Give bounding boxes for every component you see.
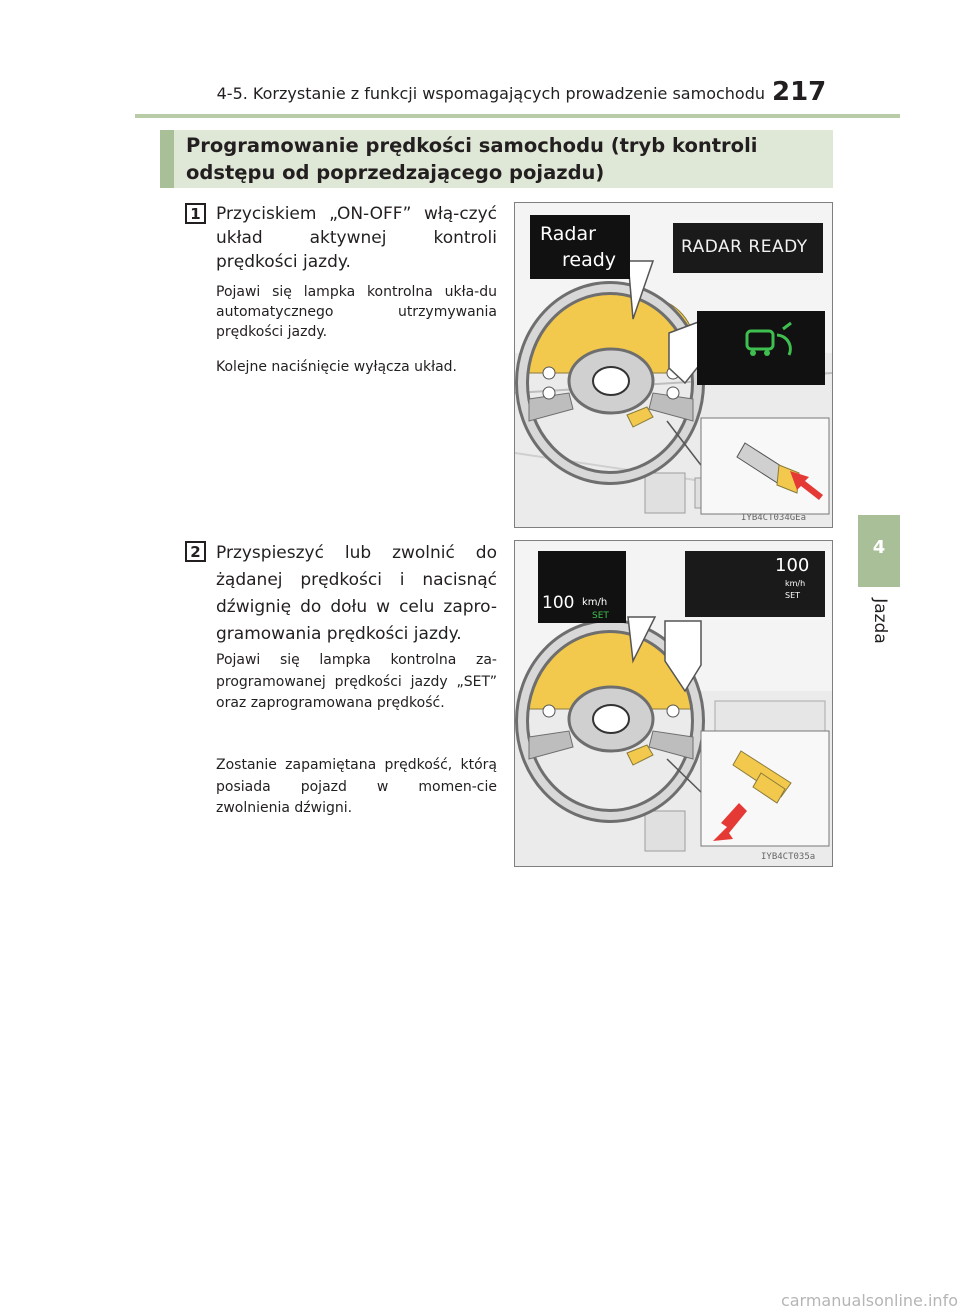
radar-ready-display-left: Radar ready	[530, 215, 630, 279]
step-2-illustration	[514, 540, 833, 867]
illustration-2-code: IYB4CT035a	[761, 852, 816, 862]
page-number: 217	[772, 77, 827, 107]
radar-ready-display-right: RADAR READY	[673, 223, 823, 273]
step-1-note-2: Kolejne naciśnięcie wyłącza układ.	[216, 359, 457, 375]
step-2-number: 2	[185, 541, 206, 562]
chapter-label: Jazda	[870, 598, 890, 644]
set-speed-display-right: 100 km/h SET	[685, 551, 825, 617]
section-heading	[160, 130, 833, 188]
step-1-text: Przyciskiem „ON-OFF” włą-czyć układ aktywnej kontroli prędkości jazdy.	[216, 204, 497, 272]
chapter-number: 4	[872, 537, 886, 558]
step-1-note-1: Pojawi się lampka kontrolna ukła-du automatycznego utrzymywania prędkości jazdy.	[216, 284, 497, 340]
watermark[interactable]: carmanualsonline.info	[780, 1291, 958, 1310]
step-1-number: 1	[185, 203, 206, 224]
section-title: Programowanie prędkości samochodu (tryb kontroli odstępu od poprzedzającego pojazdu)	[186, 134, 758, 184]
step-1-illustration	[514, 202, 833, 528]
step-2-note-2: Zostanie zapamiętana prędkość, którą posiada pojazd w momen-cie zwolnienia dźwigni.	[216, 757, 497, 816]
header-rule	[135, 114, 900, 118]
illustration-1-code: IYB4CT034GEa	[741, 513, 807, 523]
step-2-text: Przyspieszyć lub zwolnić do żądanej prędkości i nacisnąć dźwignię do dołu w celu zapro-gramowania prędkości jazdy.	[216, 543, 497, 644]
set-speed-display-left: 100 km/h SET	[538, 551, 626, 623]
header-title: 4-5. Korzystanie z funkcji wspomagających prowadzenie samochodu	[216, 84, 765, 103]
step-2-note-1: Pojawi się lampka kontrolna za-programowanej prędkości jazdy „SET” oraz zaprogramowana prędkość.	[216, 652, 497, 711]
chapter-tab[interactable]	[858, 515, 900, 587]
